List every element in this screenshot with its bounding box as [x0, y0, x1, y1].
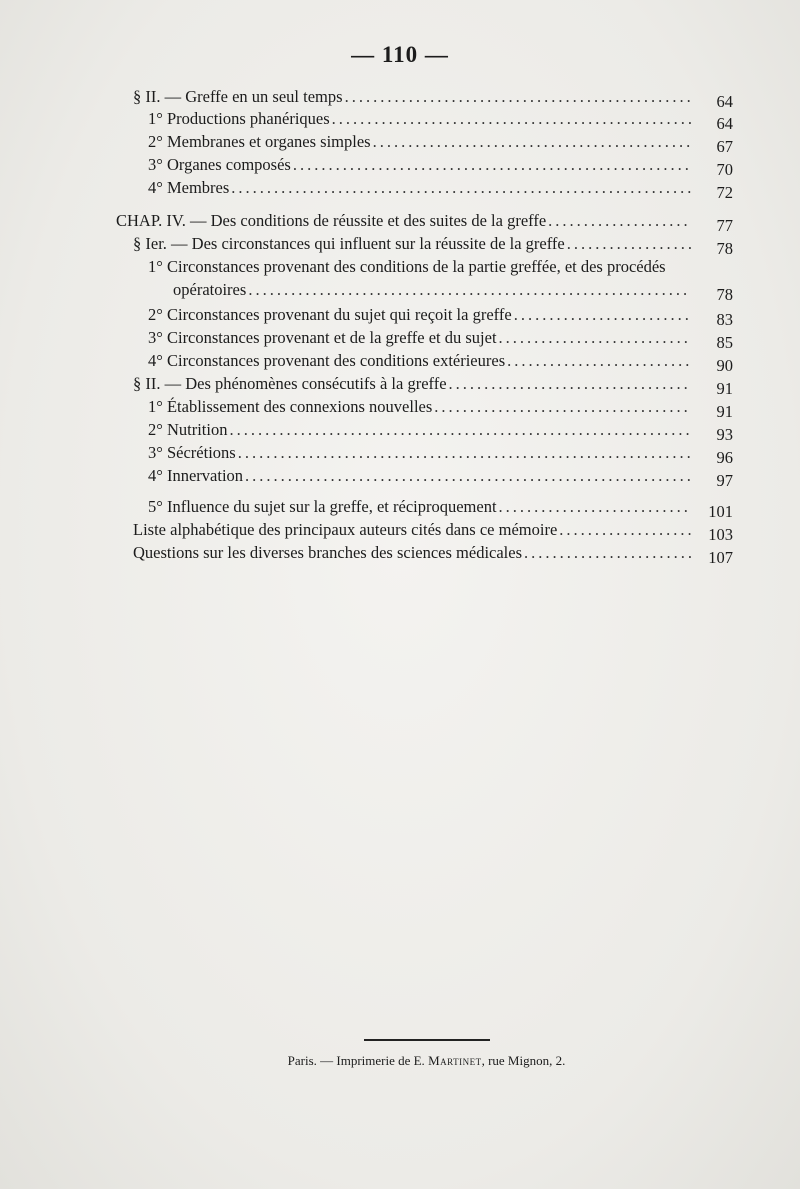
- footer-rule: [364, 1039, 490, 1041]
- toc-entry: [148, 154, 733, 179]
- toc-entry-label: 4° Innervation: [148, 466, 244, 485]
- toc-entry: [148, 350, 733, 375]
- toc-entry-page: 101: [708, 502, 733, 521]
- toc-entry-label: 4° Circonstances provenant des conditions extérieures: [148, 351, 506, 370]
- toc-entry-page: 70: [716, 160, 733, 179]
- dot-leader: [524, 542, 691, 564]
- toc-entry-label: 4° Membres: [148, 178, 230, 197]
- toc-entry-label: 3° Sécrétions: [148, 443, 236, 462]
- toc-entry-page: 85: [716, 333, 733, 352]
- toc-entry-page: 64: [716, 92, 733, 111]
- toc-entry: [133, 519, 733, 544]
- toc-entry: [148, 131, 733, 156]
- toc-entry-label: 2° Circonstances provenant du sujet qui reçoit la greffe: [148, 305, 512, 324]
- dot-leader: [548, 210, 691, 232]
- toc-entry-page: 96: [716, 448, 733, 467]
- toc-entry: [148, 419, 733, 444]
- dot-leader: [332, 108, 691, 130]
- toc-entry-label: 1° Circonstances provenant des conditions de la partie greffée, et des procédés: [148, 257, 666, 276]
- toc-entry-page: 67: [716, 137, 733, 156]
- toc-entry: [148, 396, 733, 421]
- toc-entry-label: 2° Nutrition: [148, 420, 228, 439]
- dot-leader: [559, 519, 691, 541]
- toc-entry-page: 72: [716, 183, 733, 202]
- page-number: — 110 —: [351, 42, 449, 67]
- dot-leader: [373, 131, 691, 153]
- toc-entry: [148, 177, 733, 202]
- toc-entry-page: 103: [708, 525, 733, 544]
- toc-entry: [148, 108, 733, 133]
- dot-leader: [434, 396, 691, 418]
- toc-entry-label: § II. — Greffe en un seul temps: [133, 87, 343, 106]
- toc-entry-label: opératoires: [173, 280, 247, 299]
- toc-entry-page: 78: [716, 285, 733, 304]
- dot-leader: [507, 350, 691, 372]
- dot-leader: [514, 304, 691, 326]
- toc-entry: [133, 86, 733, 111]
- imprint-prefix: Paris. — Imprimerie de E.: [287, 1053, 429, 1068]
- dot-leader: [499, 327, 691, 349]
- dot-leader: [499, 496, 691, 518]
- toc-entry: [148, 256, 695, 278]
- imprint-suffix: , rue Mignon, 2.: [481, 1053, 566, 1068]
- toc-entry: [148, 465, 733, 490]
- toc-entry: [133, 373, 733, 398]
- dot-leader: [248, 279, 691, 301]
- toc-entry-label: 1° Productions phanériques: [148, 109, 330, 128]
- dot-leader: [229, 419, 691, 441]
- dot-leader: [293, 154, 691, 176]
- imprint-printer-name: Martinet: [428, 1053, 482, 1068]
- toc-entry-page: 91: [716, 379, 733, 398]
- toc-entry: [148, 496, 733, 521]
- toc-entry-page: 78: [716, 239, 733, 258]
- dot-leader: [245, 465, 691, 487]
- toc-entry: [148, 327, 733, 352]
- toc-entry-label: § Ier. — Des circonstances qui influent sur la réussite de la greffe: [133, 234, 565, 253]
- toc-entry-page: 107: [708, 548, 733, 567]
- toc-entry-label: 1° Établissement des connexions nouvelles: [148, 397, 433, 416]
- toc-entry-page: 90: [716, 356, 733, 375]
- dot-leader: [345, 86, 691, 108]
- toc-entry-page: 93: [716, 425, 733, 444]
- toc-entry-label: Liste alphabétique des principaux auteurs cités dans ce mémoire: [133, 520, 558, 539]
- toc-entry-label: Questions sur les diverses branches des sciences médicales: [133, 543, 523, 562]
- printer-imprint: [0, 1053, 800, 1069]
- toc-entry: [133, 542, 733, 567]
- chapter-entry: [116, 210, 733, 235]
- toc-entry-page: 64: [716, 114, 733, 133]
- toc-entry-label: 3° Circonstances provenant et de la greffe et du sujet: [148, 328, 497, 347]
- toc-entry-label: CHAP. IV. — Des conditions de réussite et des suites de la greffe: [116, 211, 547, 230]
- toc-entry-label: 2° Membranes et organes simples: [148, 132, 371, 151]
- dot-leader: [449, 373, 691, 395]
- dot-leader: [231, 177, 691, 199]
- toc-entry: [148, 442, 733, 467]
- toc-entry-label: 5° Influence du sujet sur la greffe, et réciproquement: [148, 497, 497, 516]
- toc-entry-label: 3° Organes composés: [148, 155, 291, 174]
- dot-leader: [238, 442, 691, 464]
- toc-entry-page: 97: [716, 471, 733, 490]
- toc-entry: [148, 304, 733, 329]
- toc-entry-page: 77: [716, 216, 733, 235]
- toc-entry: [133, 233, 733, 258]
- dot-leader: [567, 233, 691, 255]
- toc-entry-label: § II. — Des phénomènes consécutifs à la greffe: [133, 374, 447, 393]
- toc-entry: [173, 279, 733, 304]
- toc-entry-page: 91: [716, 402, 733, 421]
- toc-entry-page: 83: [716, 310, 733, 329]
